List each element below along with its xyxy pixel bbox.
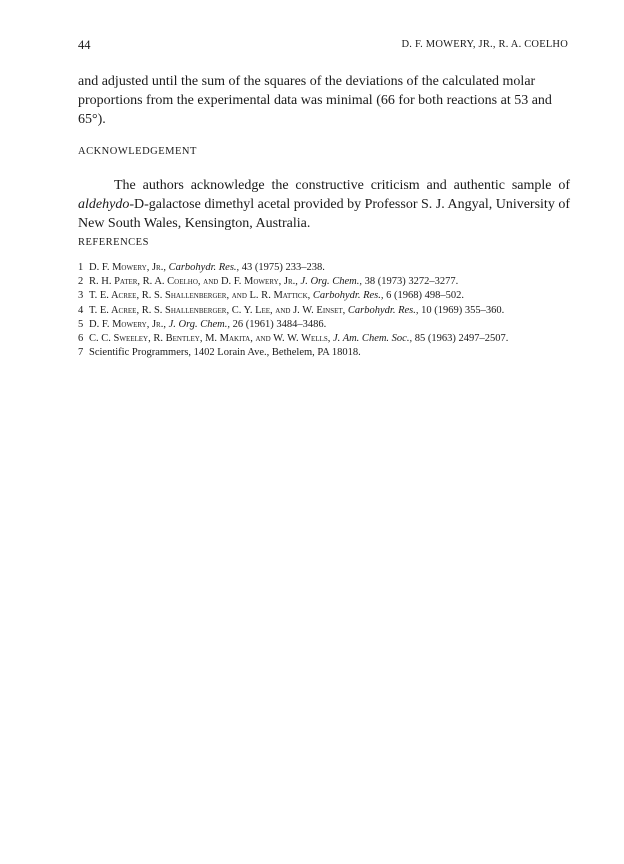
ref-number: 4 (78, 304, 84, 316)
reference-item (78, 261, 570, 275)
ref-number: 2 (78, 276, 84, 288)
ref-authors: D. F. Mowery, Jr., (89, 262, 166, 273)
reference-item (78, 318, 570, 332)
reference-item (78, 289, 570, 303)
ack-italic-term: aldehydo (78, 197, 130, 212)
ack-text-before: The authors acknowledge the constructive criticism and authentic sample of (114, 178, 570, 193)
ref-authors: T. E. Acree, R. S. Shallenberger, and L. R. Mattick, (89, 290, 311, 302)
ref-details: 26 (1961) 3484–3486. (232, 318, 327, 330)
ref-journal: J. Org. Chem., (168, 318, 231, 330)
acknowledgement-text (78, 176, 570, 233)
running-header-authors: D. F. MOWERY, JR., R. A. COELHO (401, 39, 568, 50)
ref-journal: J. Org. Chem., (300, 276, 362, 288)
ref-details: 43 (1975) 233–238. (241, 262, 325, 273)
ref-journal: Carbohydr. Res., (168, 262, 240, 273)
ref-journal: Carbohydr. Res., (347, 304, 419, 316)
reference-item (78, 304, 570, 318)
reference-item (78, 346, 570, 360)
paragraph-continuation: and adjusted until the sum of the squares of the deviations of the calculated molar proportions from the experimental data was minimal (66 for both reactions at 53 and 65°). (78, 74, 552, 127)
ref-authors: R. H. Pater, R. A. Coelho, and D. F. Mowery, Jr., (89, 276, 298, 288)
ref-details: 85 (1963) 2497–2507. (414, 333, 509, 345)
ref-authors: T. E. Acree, R. S. Shallenberger, C. Y. Lee, and J. W. Einset, (89, 304, 346, 316)
ref-number: 1 (78, 262, 84, 273)
ref-number: 5 (78, 318, 84, 330)
ref-number: 7 (78, 347, 84, 359)
references-heading: REFERENCES (78, 237, 149, 248)
ref-authors: Scientific Programmers, 1402 Lorain Ave., Bethelem, PA 18018. (89, 347, 361, 359)
ref-authors: C. C. Sweeley, R. Bentley, M. Makita, and W. W. Wells, (89, 333, 331, 345)
ack-text-after: -D-galactose dimethyl acetal provided by Professor S. J. Angyal, University of New South Wales, Kensington, Australia. (78, 197, 570, 231)
ref-details: 6 (1968) 498–502. (386, 290, 465, 302)
ref-authors: D. F. Mowery, Jr., (89, 318, 166, 330)
page-number: 44 (78, 38, 91, 52)
ref-journal: J. Am. Chem. Soc., (332, 333, 413, 345)
ref-journal: Carbohydr. Res., (312, 290, 384, 302)
reference-item (78, 332, 570, 346)
references-list (78, 261, 570, 360)
reference-item (78, 275, 570, 289)
ref-details: 38 (1973) 3272–3277. (364, 276, 459, 288)
ref-number: 3 (78, 290, 84, 302)
acknowledgement-heading: ACKNOWLEDGEMENT (78, 146, 197, 157)
ref-details: 10 (1969) 355–360. (421, 304, 505, 316)
ref-number: 6 (78, 333, 84, 345)
